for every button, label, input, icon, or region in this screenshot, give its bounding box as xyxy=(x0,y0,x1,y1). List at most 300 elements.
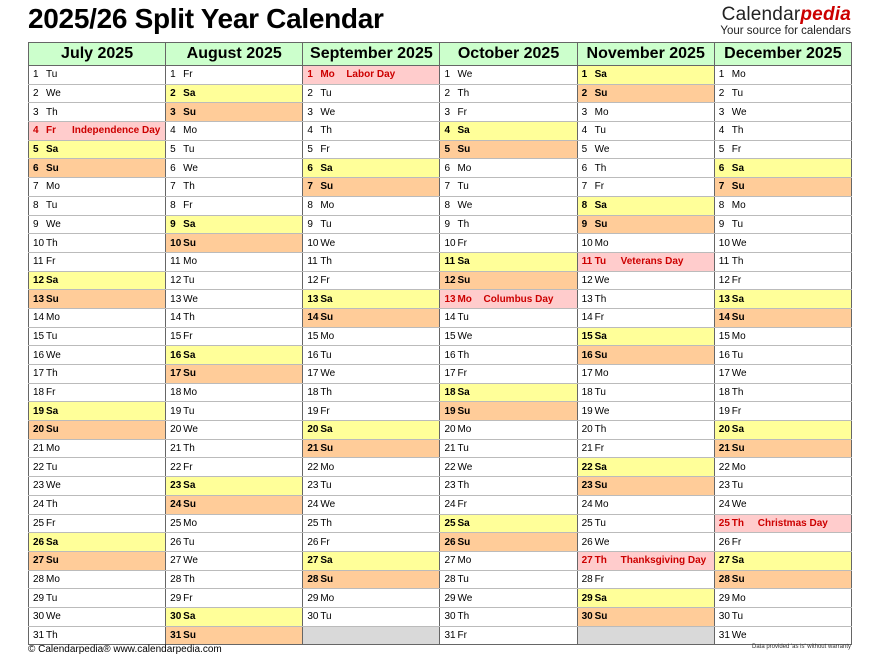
day-number: 14 xyxy=(718,312,730,324)
day-row xyxy=(29,234,852,253)
day-number: 2 xyxy=(307,88,313,100)
day-cell xyxy=(29,140,166,159)
weekday-label: Mo xyxy=(594,237,609,249)
day-cell xyxy=(714,178,851,197)
weekday-label: Sa xyxy=(46,274,59,286)
day-cell xyxy=(166,159,303,178)
day-cell xyxy=(29,533,166,552)
weekday-label: Th xyxy=(320,125,332,137)
weekday-label: Sa xyxy=(731,162,745,174)
weekday-label: Tu xyxy=(731,480,744,492)
weekday-label: Th xyxy=(183,573,195,585)
day-number: 1 xyxy=(33,69,39,81)
weekday-label: Th xyxy=(731,387,744,399)
weekday-label: Sa xyxy=(320,555,333,567)
day-number: 5 xyxy=(33,144,39,156)
day-number: 8 xyxy=(170,200,176,212)
day-cell xyxy=(29,196,166,215)
weekday-label: Mo xyxy=(594,368,609,380)
day-row xyxy=(29,196,852,215)
weekday-label: Th xyxy=(183,181,195,193)
weekday-label: We xyxy=(320,237,336,249)
weekday-label: Tu xyxy=(457,312,469,324)
day-row xyxy=(29,178,852,197)
day-cell xyxy=(29,327,166,346)
weekday-label: Fr xyxy=(731,405,742,417)
day-cell xyxy=(577,439,714,458)
day-cell xyxy=(577,421,714,440)
day-number: 25 xyxy=(307,517,319,529)
day-number: 3 xyxy=(718,106,725,118)
day-number: 14 xyxy=(33,312,45,324)
weekday-label: Su xyxy=(457,536,471,548)
day-number: 19 xyxy=(718,405,730,417)
day-number: 23 xyxy=(718,480,730,492)
day-number: 11 xyxy=(718,256,730,268)
weekday-label: Fr xyxy=(320,536,330,548)
weekday-label: Tu xyxy=(731,349,744,361)
weekday-label: Mo xyxy=(731,461,746,473)
weekday-label: Sa xyxy=(46,405,59,417)
day-number: 7 xyxy=(581,181,588,193)
weekday-label: Fr xyxy=(457,499,467,511)
day-cell xyxy=(166,589,303,608)
day-cell xyxy=(714,421,851,440)
day-cell xyxy=(440,365,577,384)
day-cell xyxy=(440,346,577,365)
day-number: 10 xyxy=(170,237,182,249)
day-number: 11 xyxy=(33,256,44,268)
day-cell xyxy=(440,84,577,103)
day-number: 17 xyxy=(307,368,319,380)
weekday-label: Su xyxy=(183,368,196,380)
day-number: 29 xyxy=(444,592,456,604)
day-number: 17 xyxy=(718,368,730,380)
day-number: 14 xyxy=(444,312,456,324)
day-number: 21 xyxy=(444,443,456,455)
day-number: 19 xyxy=(33,405,45,417)
day-cell xyxy=(714,533,851,552)
weekday-label: We xyxy=(731,629,747,641)
weekday-label: Sa xyxy=(320,162,333,174)
day-number: 25 xyxy=(581,517,593,529)
day-number: 12 xyxy=(718,274,730,286)
weekday-label: We xyxy=(183,424,198,436)
day-cell xyxy=(29,234,166,253)
day-number: 16 xyxy=(581,349,593,361)
day-cell xyxy=(440,308,577,327)
day-row xyxy=(29,626,852,645)
day-cell xyxy=(29,178,166,197)
weekday-label: Tu xyxy=(46,69,58,81)
weekday-label: Mo xyxy=(46,573,60,585)
day-number: 31 xyxy=(718,629,730,641)
day-number: 5 xyxy=(170,144,176,156)
day-cell xyxy=(29,570,166,589)
day-cell xyxy=(440,402,577,421)
day-number: 26 xyxy=(718,536,730,548)
day-row xyxy=(29,514,852,533)
day-number: 28 xyxy=(307,573,319,585)
weekday-label: Sa xyxy=(457,256,470,268)
weekday-label: We xyxy=(457,330,473,342)
day-number: 28 xyxy=(444,573,456,585)
day-cell xyxy=(440,252,577,271)
holiday-label: Labor Day xyxy=(346,69,396,81)
day-cell xyxy=(577,495,714,514)
weekday-label: Mo xyxy=(731,69,746,81)
weekday-label: Sa xyxy=(320,424,333,436)
weekday-label: Su xyxy=(594,349,608,361)
day-cell xyxy=(440,514,577,533)
day-number: 27 xyxy=(718,555,730,567)
weekday-label: Sa xyxy=(457,125,470,137)
brand-name-main: Calendar xyxy=(721,4,801,25)
day-row xyxy=(29,252,852,271)
day-number: 31 xyxy=(33,629,45,641)
weekday-label: Th xyxy=(457,480,470,492)
day-cell xyxy=(714,365,851,384)
day-cell xyxy=(714,495,851,514)
day-cell xyxy=(577,271,714,290)
day-row xyxy=(29,346,852,365)
footer-disclaimer: Data provided 'as is' without warranty xyxy=(751,644,851,650)
day-cell xyxy=(303,84,440,103)
weekday-label: We xyxy=(183,293,198,305)
day-cell xyxy=(303,533,440,552)
day-number: 1 xyxy=(170,69,176,81)
day-cell xyxy=(29,84,166,103)
day-cell xyxy=(166,252,303,271)
day-cell xyxy=(577,103,714,122)
day-cell xyxy=(29,421,166,440)
day-cell xyxy=(303,383,440,402)
weekday-label: We xyxy=(457,592,473,604)
weekday-label: Tu xyxy=(320,349,332,361)
day-row xyxy=(29,122,852,141)
day-number: 30 xyxy=(170,611,182,623)
day-cell xyxy=(714,589,851,608)
weekday-label: Sa xyxy=(457,517,470,529)
day-number: 4 xyxy=(581,125,588,137)
weekday-label: Su xyxy=(457,405,471,417)
day-number: 26 xyxy=(170,536,182,548)
day-number: 21 xyxy=(718,443,730,455)
day-number: 7 xyxy=(307,181,313,193)
day-cell xyxy=(303,551,440,570)
weekday-label: Fr xyxy=(183,330,193,342)
day-cell xyxy=(440,215,577,234)
day-number: 22 xyxy=(581,461,593,473)
day-cell xyxy=(29,477,166,496)
weekday-label: Mo xyxy=(320,69,335,81)
day-number: 5 xyxy=(718,144,725,156)
day-number: 22 xyxy=(718,461,730,473)
month-header: October 2025 xyxy=(440,43,577,66)
day-cell xyxy=(577,607,714,626)
weekday-label: Fr xyxy=(457,106,467,118)
weekday-label: Fr xyxy=(320,274,330,286)
weekday-label: Th xyxy=(46,106,58,118)
day-cell xyxy=(303,178,440,197)
day-number: 6 xyxy=(307,162,313,174)
weekday-label: Tu xyxy=(731,218,744,230)
weekday-label: Mo xyxy=(320,200,335,212)
day-cell xyxy=(303,234,440,253)
weekday-label: Su xyxy=(46,162,59,174)
holiday-label: Christmas Day xyxy=(757,517,828,529)
day-cell xyxy=(166,439,303,458)
weekday-label: Th xyxy=(457,88,470,100)
weekday-label: Su xyxy=(594,218,608,230)
day-number: 9 xyxy=(444,218,451,230)
day-number: 2 xyxy=(581,88,588,100)
day-number: 24 xyxy=(33,499,45,511)
weekday-label: We xyxy=(46,88,61,100)
day-cell xyxy=(577,365,714,384)
day-row xyxy=(29,570,852,589)
day-cell xyxy=(714,159,851,178)
weekday-label: Fr xyxy=(183,461,193,473)
day-number: 9 xyxy=(718,218,725,230)
day-cell xyxy=(166,402,303,421)
page-title: 2025/26 Split Year Calendar xyxy=(28,3,384,34)
day-number: 19 xyxy=(170,405,182,417)
weekday-label: Mo xyxy=(183,125,198,137)
day-number: 6 xyxy=(170,162,176,174)
weekday-label: We xyxy=(594,405,610,417)
day-cell xyxy=(440,159,577,178)
day-number: 20 xyxy=(718,424,730,436)
day-number: 27 xyxy=(444,555,456,567)
day-number: 10 xyxy=(33,237,45,249)
weekday-label: Fr xyxy=(183,592,193,604)
empty-cell xyxy=(577,626,714,645)
day-number: 3 xyxy=(170,106,176,118)
month-header: November 2025 xyxy=(577,43,714,66)
day-cell xyxy=(440,140,577,159)
day-number: 12 xyxy=(170,274,182,286)
day-cell xyxy=(29,607,166,626)
day-number: 23 xyxy=(170,480,182,492)
weekday-label: Fr xyxy=(594,573,605,585)
day-cell xyxy=(303,477,440,496)
day-number: 2 xyxy=(33,88,39,100)
weekday-label: Th xyxy=(46,499,58,511)
day-number: 31 xyxy=(170,629,182,641)
day-number: 30 xyxy=(307,611,319,623)
day-number: 22 xyxy=(307,461,319,473)
day-cell xyxy=(714,66,851,85)
day-number: 5 xyxy=(444,144,451,156)
weekday-label: Su xyxy=(320,312,334,324)
weekday-label: Tu xyxy=(46,330,58,342)
day-cell xyxy=(440,383,577,402)
day-cell xyxy=(166,533,303,552)
day-number: 15 xyxy=(718,330,730,342)
weekday-label: Th xyxy=(594,555,607,567)
day-number: 21 xyxy=(307,443,319,455)
weekday-label: Sa xyxy=(320,293,333,305)
day-number: 18 xyxy=(307,387,319,399)
weekday-label: Tu xyxy=(594,125,606,137)
day-cell xyxy=(303,271,440,290)
weekday-label: We xyxy=(46,349,61,361)
weekday-label: Tu xyxy=(731,88,744,100)
day-cell xyxy=(166,234,303,253)
day-cell xyxy=(714,458,851,477)
day-cell xyxy=(29,383,166,402)
holiday-label: Veterans Day xyxy=(620,256,684,268)
day-number: 16 xyxy=(444,349,456,361)
weekday-label: Su xyxy=(731,181,745,193)
weekday-label: Tu xyxy=(183,144,195,156)
weekday-label: Tu xyxy=(320,88,332,100)
day-cell xyxy=(303,589,440,608)
day-cell xyxy=(714,84,851,103)
day-cell xyxy=(440,103,577,122)
weekday-label: We xyxy=(731,368,747,380)
day-cell xyxy=(714,551,851,570)
day-number: 7 xyxy=(170,181,176,193)
day-cell xyxy=(440,477,577,496)
day-number: 8 xyxy=(33,200,39,212)
day-number: 5 xyxy=(307,144,313,156)
weekday-label: Th xyxy=(594,293,607,305)
day-number: 13 xyxy=(33,293,45,305)
day-cell xyxy=(166,495,303,514)
day-number: 20 xyxy=(581,424,593,436)
day-number: 28 xyxy=(718,573,730,585)
weekday-label: Tu xyxy=(457,181,469,193)
day-number: 21 xyxy=(170,443,182,455)
weekday-label: Th xyxy=(320,517,332,529)
day-number: 22 xyxy=(33,461,45,473)
calendar-table xyxy=(28,42,852,645)
holiday-label: Thanksgiving Day xyxy=(620,555,707,567)
day-cell xyxy=(714,607,851,626)
day-cell xyxy=(714,308,851,327)
weekday-label: We xyxy=(46,611,61,623)
day-cell xyxy=(29,551,166,570)
day-number: 7 xyxy=(718,181,725,193)
day-number: 26 xyxy=(581,536,593,548)
day-cell xyxy=(714,626,851,645)
day-number: 16 xyxy=(307,349,319,361)
day-number: 18 xyxy=(33,387,45,399)
day-cell xyxy=(440,196,577,215)
weekday-label: We xyxy=(320,106,336,118)
empty-cell xyxy=(303,626,440,645)
weekday-label: Sa xyxy=(594,592,607,604)
day-number: 30 xyxy=(33,611,45,623)
day-number: 24 xyxy=(581,499,593,511)
day-number: 18 xyxy=(170,387,182,399)
day-number: 4 xyxy=(170,125,176,137)
day-cell xyxy=(440,421,577,440)
calendar-body xyxy=(29,66,852,645)
weekday-label: Tu xyxy=(594,387,606,399)
day-number: 24 xyxy=(718,499,730,511)
day-number: 5 xyxy=(581,144,588,156)
day-number: 25 xyxy=(444,517,456,529)
day-number: 4 xyxy=(444,125,451,137)
weekday-label: Tu xyxy=(183,274,195,286)
day-number: 9 xyxy=(581,218,588,230)
weekday-label: Tu xyxy=(594,256,607,268)
day-cell xyxy=(29,495,166,514)
day-number: 9 xyxy=(170,218,176,230)
weekday-label: Th xyxy=(183,312,195,324)
day-number: 23 xyxy=(444,480,456,492)
day-cell xyxy=(440,66,577,85)
day-number: 11 xyxy=(444,256,456,268)
weekday-label: We xyxy=(183,555,198,567)
day-cell xyxy=(29,346,166,365)
weekday-label: Th xyxy=(46,237,58,249)
brand-logo[interactable] xyxy=(720,4,851,38)
day-number: 2 xyxy=(718,88,725,100)
weekday-label: Fr xyxy=(46,125,56,137)
day-cell xyxy=(303,252,440,271)
day-row xyxy=(29,607,852,626)
day-row xyxy=(29,365,852,384)
day-number: 29 xyxy=(718,592,730,604)
day-cell xyxy=(166,570,303,589)
day-number: 10 xyxy=(718,237,730,249)
weekday-label: Sa xyxy=(594,330,607,342)
weekday-label: Tu xyxy=(183,405,195,417)
weekday-label: Th xyxy=(46,629,58,641)
weekday-label: We xyxy=(731,237,747,249)
weekday-label: Sa xyxy=(46,536,59,548)
day-cell xyxy=(577,551,714,570)
day-cell xyxy=(29,514,166,533)
day-number: 11 xyxy=(170,256,181,268)
day-number: 23 xyxy=(307,480,319,492)
day-cell xyxy=(303,290,440,309)
day-number: 1 xyxy=(581,69,588,81)
weekday-label: Su xyxy=(46,293,59,305)
weekday-label: Th xyxy=(457,611,470,623)
day-cell xyxy=(577,140,714,159)
day-number: 27 xyxy=(581,555,593,567)
day-cell xyxy=(303,365,440,384)
day-number: 6 xyxy=(581,162,588,174)
day-row xyxy=(29,439,852,458)
weekday-label: We xyxy=(457,200,473,212)
day-cell xyxy=(577,458,714,477)
day-cell xyxy=(714,570,851,589)
day-number: 1 xyxy=(307,69,313,81)
day-number: 28 xyxy=(33,573,45,585)
weekday-label: Th xyxy=(46,368,58,380)
brand-name-accent: pedia xyxy=(800,4,851,25)
day-cell xyxy=(577,327,714,346)
day-cell xyxy=(440,271,577,290)
weekday-label: Tu xyxy=(457,443,469,455)
weekday-label: Fr xyxy=(731,144,742,156)
day-number: 4 xyxy=(718,125,725,137)
day-cell xyxy=(714,290,851,309)
weekday-label: We xyxy=(46,218,61,230)
day-cell xyxy=(166,84,303,103)
day-number: 8 xyxy=(581,200,588,212)
weekday-label: Su xyxy=(183,237,196,249)
day-cell xyxy=(714,327,851,346)
day-cell xyxy=(577,402,714,421)
day-cell xyxy=(440,327,577,346)
